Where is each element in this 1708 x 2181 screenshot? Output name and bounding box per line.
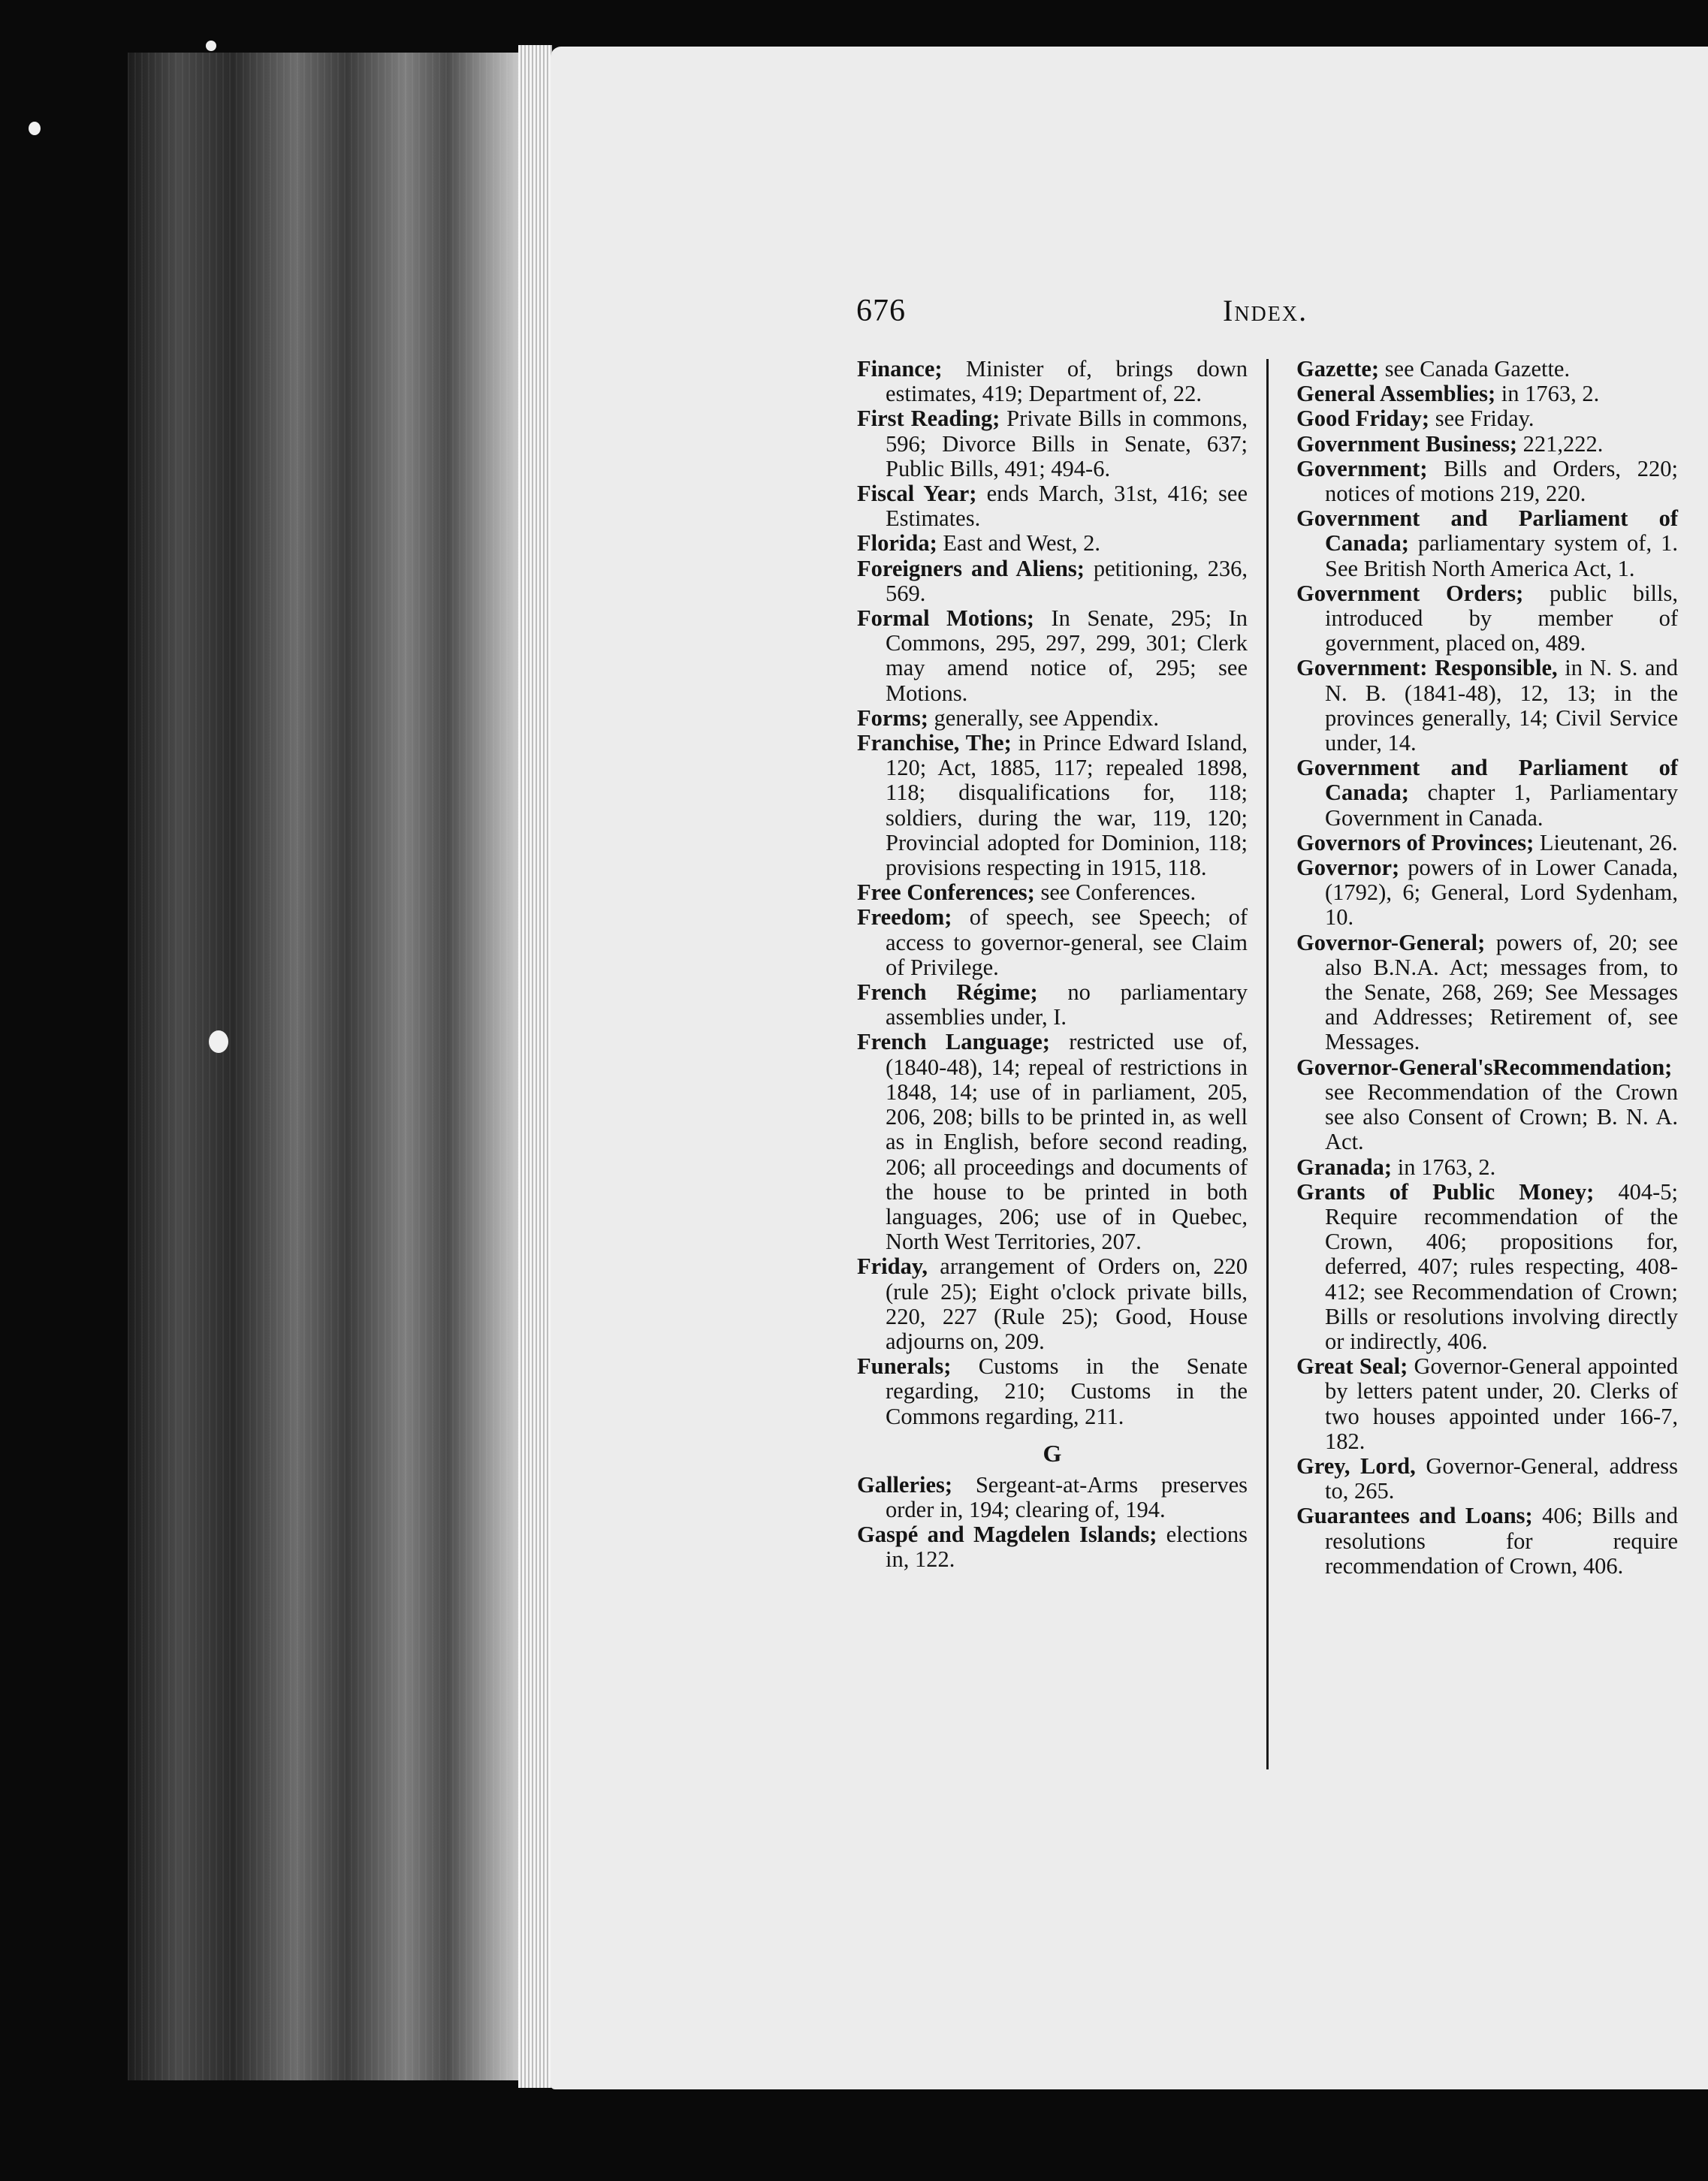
index-entry-heading: Foreigners and Aliens; [857, 555, 1085, 581]
index-entry-text: East and West, 2. [937, 530, 1100, 557]
book-spine-edge [128, 53, 548, 2080]
index-entry [1296, 457, 1678, 506]
index-entry [1296, 1354, 1678, 1454]
index-entry-text: Bills and Orders, 220; notices of motions 219, 220. [1325, 455, 1678, 507]
index-entry [857, 731, 1248, 880]
index-entry [1296, 1180, 1678, 1354]
index-entry [1296, 1454, 1678, 1504]
index-entry-heading: Government Business; [1296, 430, 1517, 457]
index-entry-text: powers of, 20; see also B.N.A. Act; messages from, to the Senate, 268, 269; See Messages and Addresses; Retirement of, see Messages. [1325, 929, 1678, 1055]
index-entry-text: in Prince Edward Island, 120; Act, 1885, 117; repealed 1898, 118; disqualifications for, 118; soldiers, during the war, 119, 120; Provincial adopted for Dominion, 118; provisions respecting in 1915, 118. [886, 730, 1248, 881]
index-entry-heading: Government and Parliament of Canada; [1296, 505, 1678, 557]
index-entry-heading: Gaspé and Magdelen Islands; [857, 1522, 1157, 1548]
index-entry-text: parliamentary system of, 1. See British North America Act, 1. [1325, 530, 1678, 581]
index-entry-text: 406; Bills and resolutions for require recommendation of Crown, 406. [1325, 1503, 1678, 1579]
index-entry-heading: Formal Motions; [857, 605, 1034, 632]
index-entry [1296, 831, 1678, 855]
index-entry-text: chapter 1, Parliamentary Government in Canada. [1325, 780, 1678, 831]
index-entry-heading: Good Friday; [1296, 406, 1430, 432]
index-entry [857, 880, 1248, 905]
speck [209, 1030, 228, 1053]
index-entry-heading: Governor-General; [1296, 929, 1486, 955]
index-entry-heading: Guarantees and Loans; [1296, 1503, 1533, 1529]
index-entry [857, 357, 1248, 406]
index-entry-text: Private Bills in commons, 596; Divorce Bills in Senate, 637; Public Bills, 491; 494-6. [886, 406, 1248, 481]
index-entry-heading: Government Orders; [1296, 580, 1524, 606]
index-entry [1296, 931, 1678, 1055]
index-entry [857, 706, 1248, 731]
index-entry-text: see Canada Gazette. [1379, 356, 1571, 382]
index-entry [857, 531, 1248, 556]
column-divider [1266, 359, 1269, 1769]
index-entry [857, 1030, 1248, 1254]
index-entry-text: Governor-General appointed by letters patent under, 20. Clerks of two houses appointed under 166-7, 182. [1325, 1353, 1678, 1454]
index-entry [1296, 656, 1678, 756]
index-entry [857, 1254, 1248, 1354]
index-entry [857, 980, 1248, 1030]
section-letter: G [1043, 1439, 1062, 1467]
index-entry-heading: Government and Parliament of Canada; [1296, 755, 1678, 806]
index-entry-heading: Free Conferences; [857, 879, 1035, 906]
index-entry-heading: Government: Responsible, [1296, 655, 1558, 681]
index-entry-text: no parliamentary assemblies under, I. [886, 979, 1248, 1030]
index-entry-text: 221,222. [1517, 430, 1604, 457]
index-entry-heading: Granada; [1296, 1154, 1393, 1180]
index-entry-text: Customs in the Senate regarding, 210; Customs in the Commons regarding, 211. [886, 1353, 1248, 1429]
index-entry-text: In Senate, 295; In Commons, 295, 297, 299, 301; Clerk may amend notice of, 295; see Motions. [886, 605, 1248, 706]
page-number: 676 [856, 294, 906, 328]
index-entry-text: in N. S. and N. B. (1841-48), 12, 13; in the provinces generally, 14; Civil Service under, 14. [1325, 655, 1678, 756]
index-entry [1296, 756, 1678, 831]
index-entry-heading: Fiscal Year; [857, 481, 977, 507]
index-entry [1296, 581, 1678, 656]
index-entry-text: in 1763, 2. [1495, 381, 1600, 407]
index-entries-f [857, 357, 1248, 1429]
index-entry-text: elections in, 122. [886, 1522, 1248, 1573]
index-column-right [1296, 357, 1678, 1579]
index-entry-heading: Governors of Provinces; [1296, 829, 1534, 855]
index-entry-text: of speech, see Speech; of access to governor-general, see Claim of Privilege. [886, 904, 1248, 980]
index-entry-heading: Florida; [857, 530, 937, 557]
index-entry [1296, 432, 1678, 457]
index-entry-heading: Government; [1296, 455, 1428, 481]
index-entry [1296, 382, 1678, 406]
index-entry [1296, 1504, 1678, 1579]
index-entry [857, 606, 1248, 706]
speck [206, 41, 216, 51]
speck [29, 122, 41, 135]
index-entry-heading: Funerals; [857, 1353, 952, 1380]
index-entry [857, 481, 1248, 531]
page-stack-edge [518, 45, 552, 2088]
index-entry-heading: French Régime; [857, 979, 1038, 1006]
index-entry-text: restricted use of, (1840-48), 14; repeal of restrictions in 1848, 14; use of in parliament, 205, 206, 208; bills to be printed in, as well as in English, before second reading, 206; all proceedings and documents of the house to be printed in both languages, 206; use of in Quebec, North West Territories, 207. [886, 1029, 1248, 1255]
index-entries-right [1296, 357, 1678, 1579]
index-entry [1296, 506, 1678, 581]
index-entry-heading: French Language; [857, 1029, 1050, 1055]
index-entry-text: generally, see Appendix. [928, 704, 1160, 731]
index-entry-heading: Grey, Lord, [1296, 1452, 1416, 1479]
index-entry-text: Lieutenant, 26. [1534, 829, 1678, 855]
index-entry-text: ends March, 31st, 416; see Estimates. [886, 481, 1248, 532]
index-entry [857, 1354, 1248, 1429]
index-entry-text: see Recommendation of the Crown see also Consent of Crown; B. N. A. Act. [1325, 1078, 1678, 1155]
index-entry [857, 1522, 1248, 1572]
index-entry-heading: Governor-General'sRecommendation; [1296, 1054, 1673, 1080]
index-entry [1296, 1055, 1678, 1155]
index-entry [857, 905, 1248, 980]
page-title: Index. [1223, 294, 1308, 327]
index-entry-heading: Grants of Public Money; [1296, 1178, 1595, 1205]
index-entry-text: petitioning, 236, 569. [886, 555, 1248, 606]
index-entry-heading: Galleries; [857, 1471, 953, 1498]
index-entry-text: see Conferences. [1034, 879, 1197, 906]
index-entry [1296, 406, 1678, 431]
index-entry [1296, 855, 1678, 931]
index-entry [1296, 357, 1678, 382]
index-entry [1296, 1155, 1678, 1180]
index-entry-heading: Friday, [857, 1253, 928, 1280]
index-entry-text: in 1763, 2. [1392, 1154, 1496, 1180]
index-entry-text: Sergeant-at-Arms preserves order in, 194; clearing of, 194. [886, 1471, 1248, 1522]
index-entry-text: see Friday. [1429, 406, 1534, 432]
index-entries-g [857, 1473, 1248, 1573]
index-entry-heading: First Reading; [857, 406, 1000, 432]
index-entry-heading: Franchise, The; [857, 730, 1012, 756]
index-entry [857, 406, 1248, 481]
index-entry-heading: General Assemblies; [1296, 381, 1496, 407]
index-entry-text: 404-5; Require recommendation of the Crown, 406; propositions for, deferred, 407; rules respecting, 408-412; see Recommendation of Crown; Bills or resolutions involving directly or indirectly, 406. [1325, 1178, 1678, 1354]
index-entry-heading: Finance; [857, 356, 943, 382]
index-entry-text: Governor-General, address to, 265. [1325, 1452, 1678, 1504]
index-entry [857, 557, 1248, 606]
index-entry-heading: Forms; [857, 704, 928, 731]
index-entry-heading: Gazette; [1296, 356, 1380, 382]
index-entry-text: arrangement of Orders on, 220 (rule 25); Eight o'clock private bills, 220, 227 (Rule 25); Good, House adjourns on, 209. [886, 1253, 1248, 1354]
index-entry [857, 1473, 1248, 1522]
index-entry-heading: Governor; [1296, 855, 1400, 881]
index-entry-heading: Freedom; [857, 904, 952, 931]
index-entry-text: public bills, introduced by member of government, placed on, 489. [1325, 580, 1678, 656]
index-entry-heading: Great Seal; [1296, 1353, 1408, 1380]
index-entry-text: Minister of, brings down estimates, 419; Department of, 22. [886, 356, 1248, 407]
index-column-left [857, 357, 1248, 1573]
index-entry-text: powers of in Lower Canada, (1792), 6; General, Lord Sydenham, 10. [1325, 855, 1678, 931]
